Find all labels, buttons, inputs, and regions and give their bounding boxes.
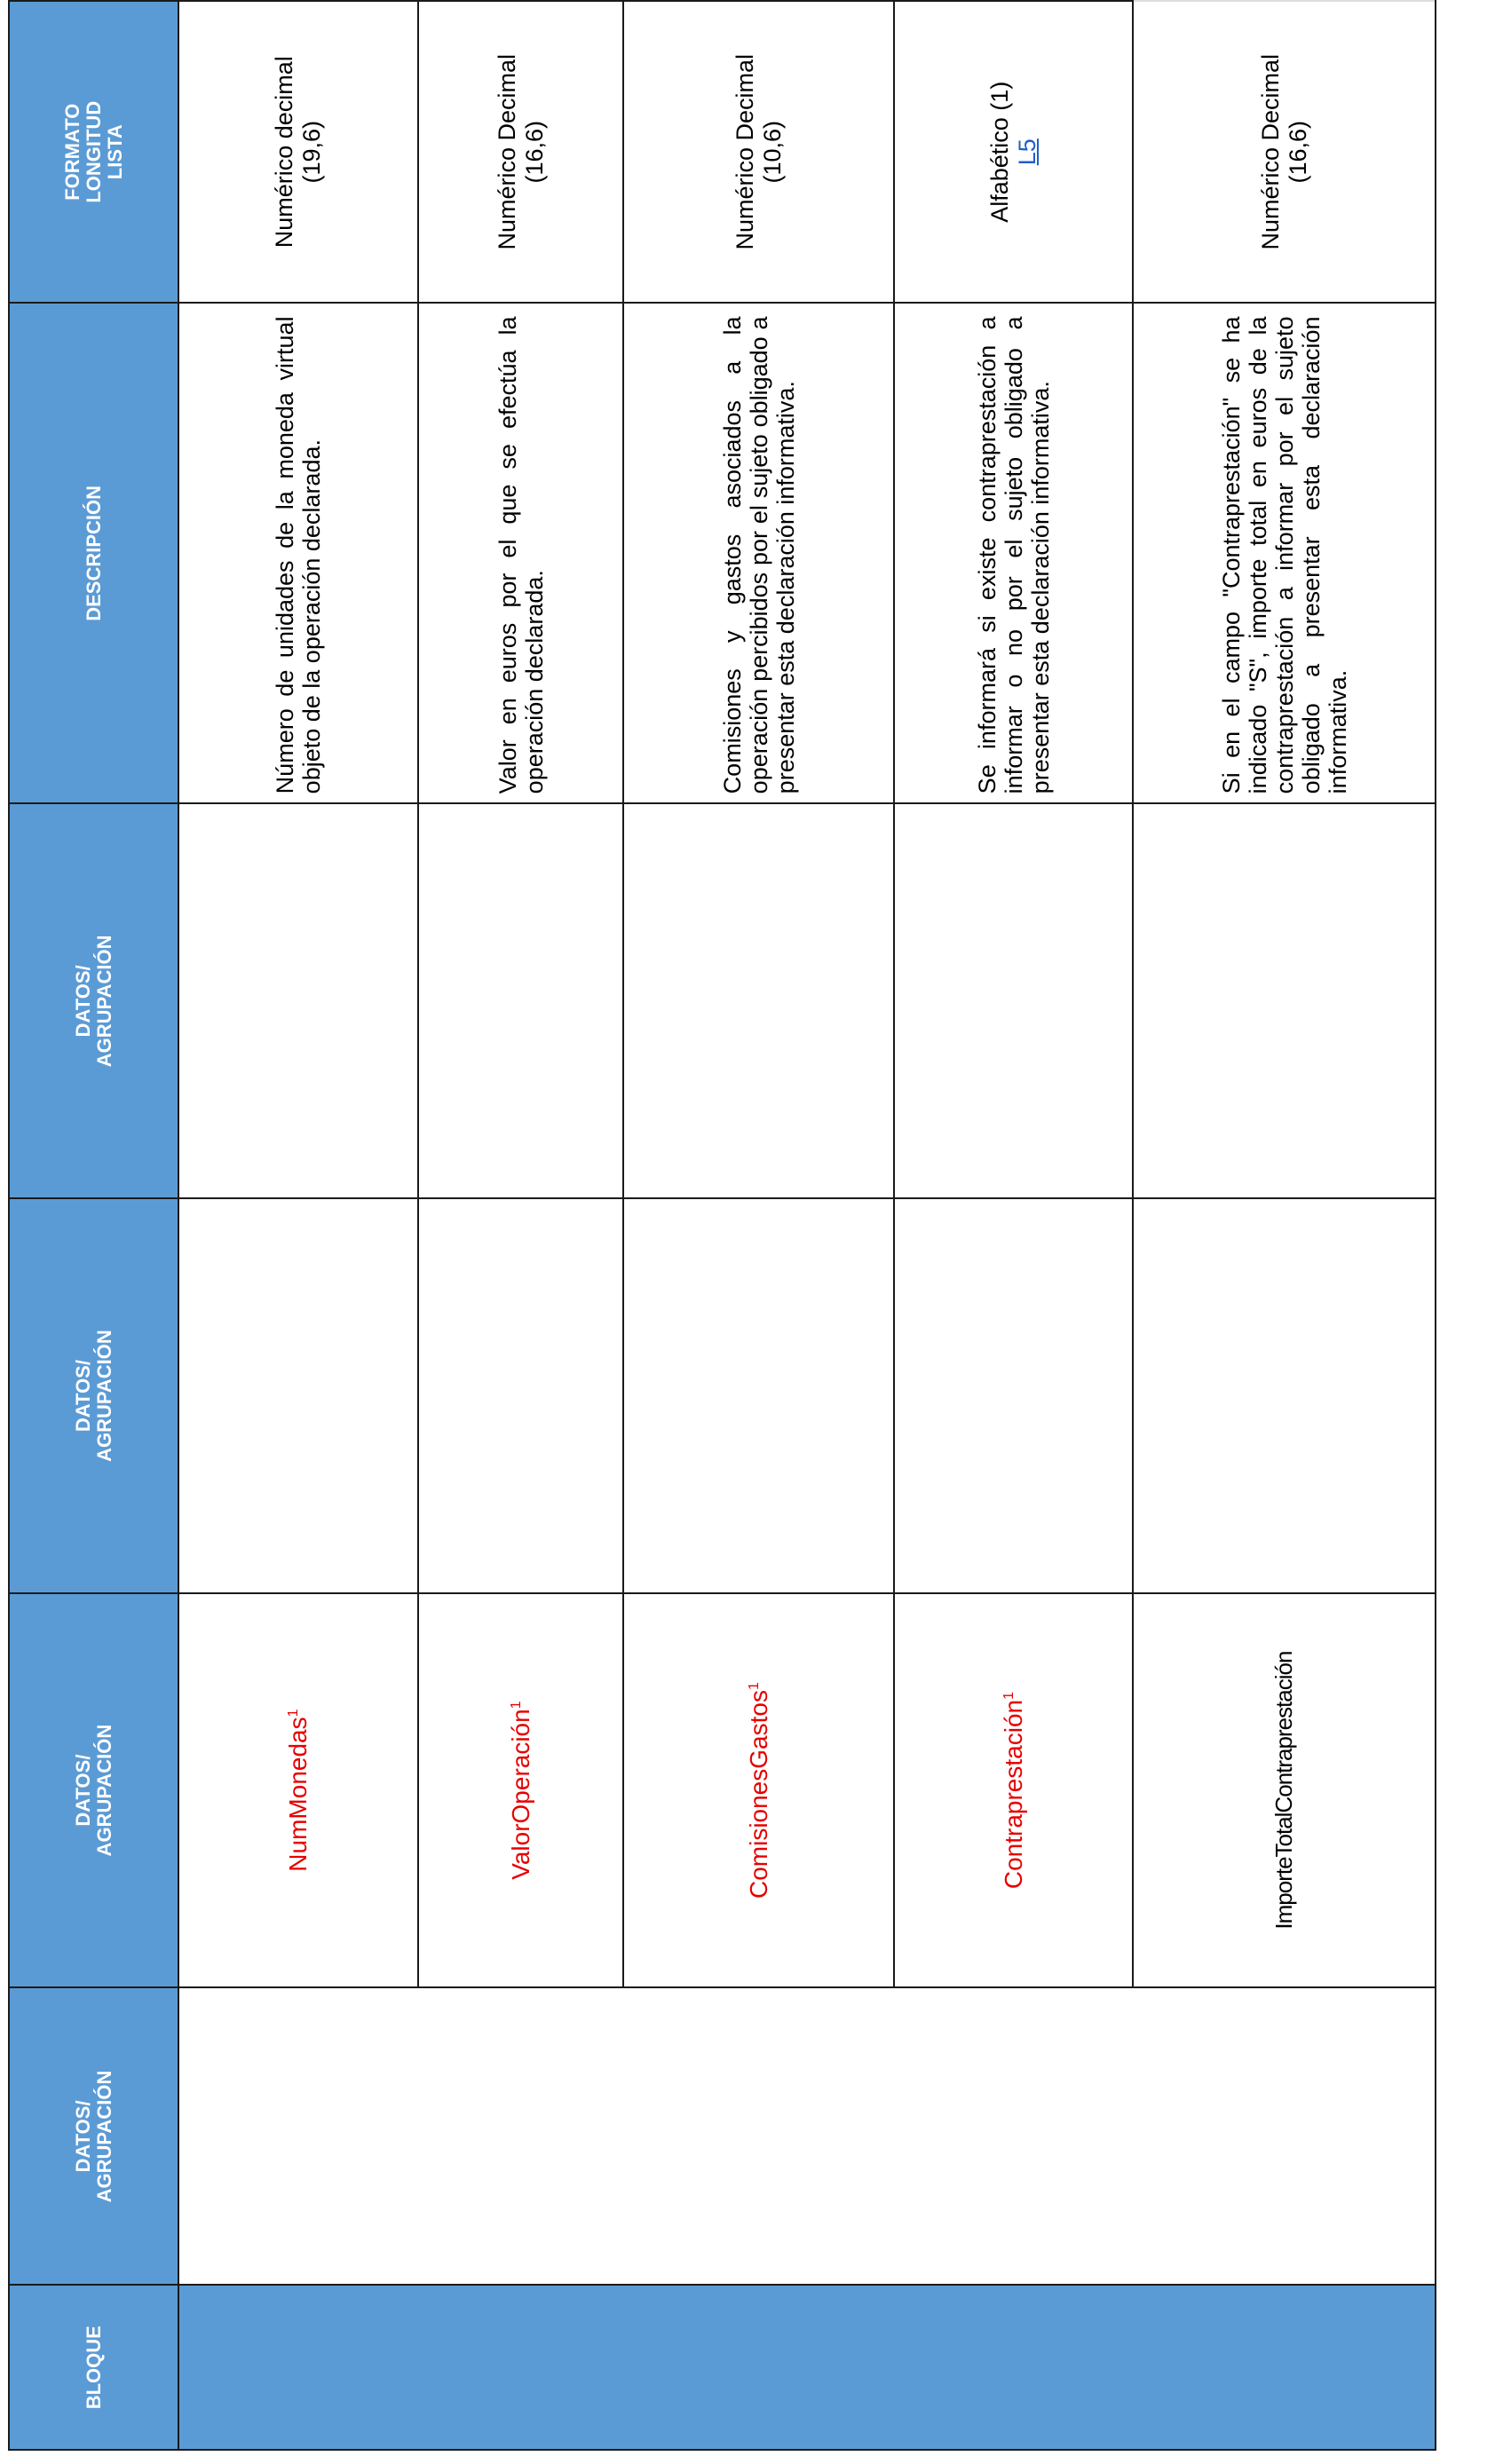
datos-agrupacion-4-cell <box>623 803 894 1198</box>
datos-agrupacion-1-cell <box>178 1988 1436 2286</box>
datos-agrupacion-3-cell <box>418 1198 623 1592</box>
record-layout-table <box>8 0 1436 2451</box>
datos-agrupacion-4-cell <box>178 803 418 1198</box>
description-cell: Valor en euros por el que se efectúa la operación declarada. <box>418 303 623 803</box>
description-cell: Si en el campo "Contraprestación" se ha indicado "S", importe total en euros de la contraprestación a informar por el sujeto obligado a presentar esta declaración informativa. <box>1133 303 1436 803</box>
field-name-cell: NumMonedas$^1$ <box>178 1593 418 1988</box>
bloque-cell <box>178 2285 1436 2450</box>
field-name-cell: Contraprestación$^1$ <box>894 1593 1133 1988</box>
header-datos-agrupacion-2: DATOS/ AGRUPACIÓN <box>9 1593 178 1988</box>
format-cell: Numérico decimal (19,6) <box>178 1 418 303</box>
datos-agrupacion-4-cell <box>1133 803 1436 1198</box>
datos-agrupacion-3-cell <box>894 1198 1133 1592</box>
table-row <box>178 1 418 2450</box>
field-name-cell: ValorOperación$^1$ <box>418 1593 623 1988</box>
field-name-cell: ImporteTotalContraprestación <box>1133 1593 1436 1988</box>
header-row <box>9 1 178 2450</box>
format-cell: Numérico Decimal (16,6) <box>1133 1 1436 303</box>
header-formato-longitud-lista: FORMATO LONGITUD LISTA <box>9 1 178 303</box>
format-cell: Numérico Decimal (10,6) <box>623 1 894 303</box>
datos-agrupacion-3-cell <box>178 1198 418 1592</box>
header-datos-agrupacion-3: DATOS/ AGRUPACIÓN <box>9 1198 178 1592</box>
datos-agrupacion-4-cell <box>418 803 623 1198</box>
description-cell: Número de unidades de la moneda virtual objeto de la operación declarada. <box>178 303 418 803</box>
datos-agrupacion-4-cell <box>894 803 1133 1198</box>
header-datos-agrupacion-1: DATOS/ AGRUPACIÓN <box>9 1988 178 2286</box>
description-cell: Se informará si existe contraprestación a informar o no por el sujeto obligado a presentar esta declaración informativa. <box>894 303 1133 803</box>
header-bloque: BLOQUE <box>9 2285 178 2450</box>
format-cell: Numérico Decimal (16,6) <box>418 1 623 303</box>
format-cell: Alfabético (1) L5 <box>894 1 1133 303</box>
header-descripcion: DESCRIPCIÓN <box>9 303 178 803</box>
datos-agrupacion-3-cell <box>623 1198 894 1592</box>
field-name-cell: ComisionesGastos$^1$ <box>623 1593 894 1988</box>
list-l5-link[interactable]: L5 <box>1013 138 1040 166</box>
header-datos-agrupacion-4: DATOS/ AGRUPACIÓN <box>9 803 178 1198</box>
datos-agrupacion-3-cell <box>1133 1198 1436 1592</box>
description-cell: Comisiones y gastos asociados a la operación percibidos por el sujeto obligado a presentar esta declaración informativa. <box>623 303 894 803</box>
